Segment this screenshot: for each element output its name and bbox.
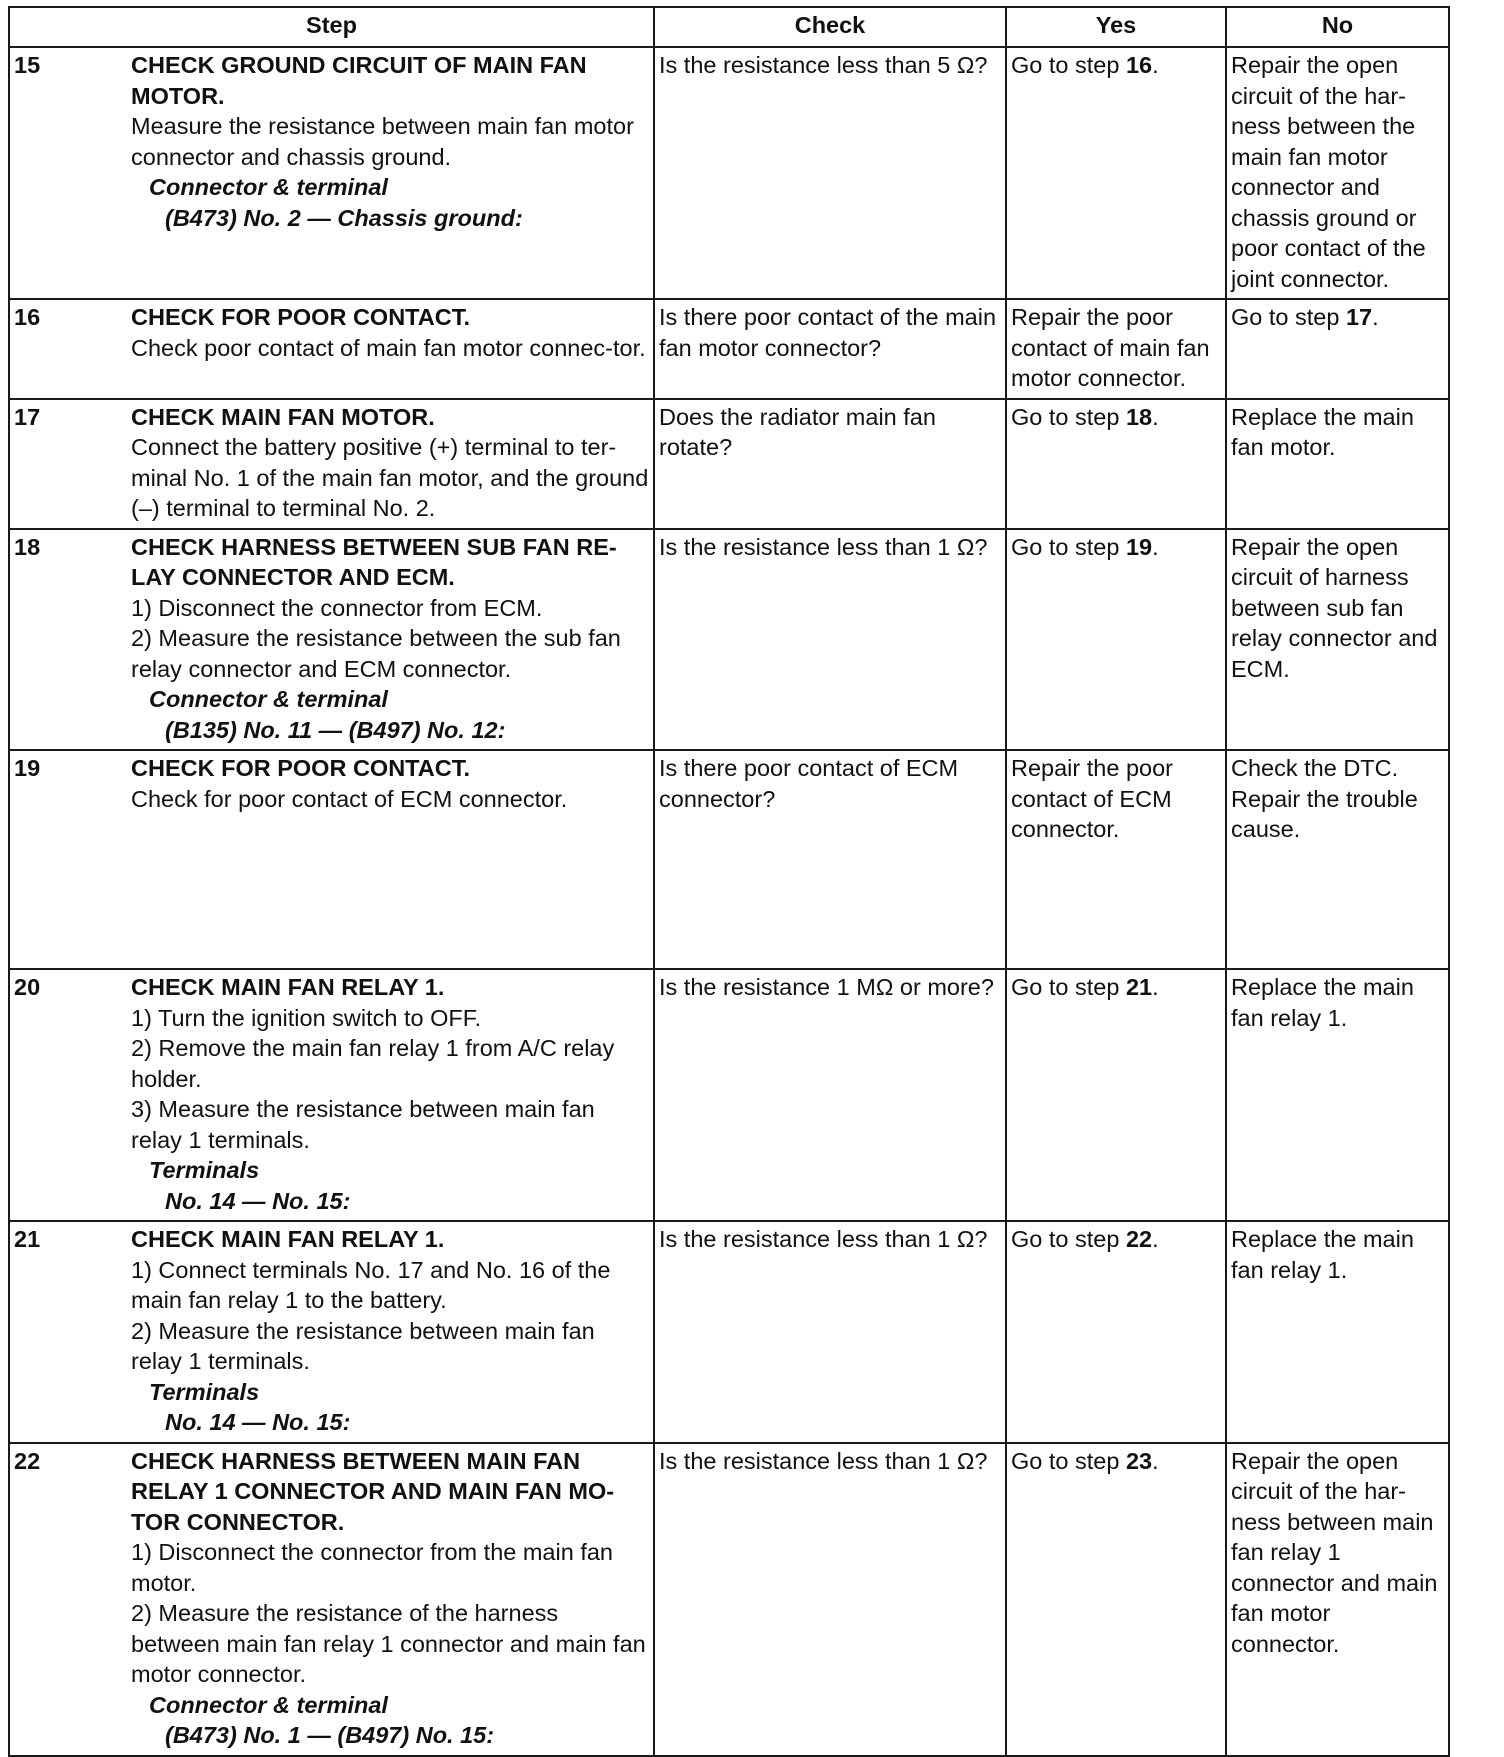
yes-step-ref: 16 [1125,52,1153,78]
step-title: CHECK FOR POOR CONTACT. [131,755,471,781]
yes-prefix: Go to step [1011,533,1126,560]
step-desc: Check poor contact of main fan motor connec-tor. [131,334,646,361]
yes-suffix: . [1152,533,1159,560]
step-item: 3) Measure the resistance between main fan relay 1 terminals. [131,1096,595,1153]
yes-step-ref: 19 [1125,533,1153,560]
step-title: CHECK MAIN FAN MOTOR. [131,403,435,430]
yes-prefix: Go to step [1011,974,1126,1000]
yes-prefix: Go to step [1011,403,1126,430]
terminals-label: Terminals [149,1378,260,1405]
step-cell [127,1443,654,1756]
step-cell [127,299,654,399]
yes-prefix: Go to step [1011,1226,1126,1252]
yes-step-ref: 22 [1125,1226,1153,1252]
step-number: 21 [9,1221,127,1443]
step-number: 18 [9,529,127,751]
step-number: 15 [9,47,127,299]
check-cell: Is the resistance less than 1 Ω? [654,1221,1006,1443]
step-title: CHECK GROUND CIRCUIT OF MAIN FAN MOTOR. [131,52,587,109]
no-cell [1226,299,1449,399]
step-item: 1) Disconnect the connector from the main fan motor. [131,1539,613,1596]
step-number: 22 [9,1443,127,1756]
step-item: 2) Measure the resistance between the sub fan relay connector and ECM connector. [131,625,621,682]
step-item: 1) Connect terminals No. 17 and No. 16 of the main fan relay 1 to the battery. [131,1256,611,1313]
yes-cell [1006,1221,1226,1443]
step-desc: Connect the battery positive (+) terminal to ter-minal No. 1 of the main fan motor, and the ground (–) terminal to terminal No. 2. [131,434,649,521]
no-cell: Repair the open circuit of harness between sub fan relay connector and ECM. [1226,529,1449,751]
yes-prefix: Go to step [1011,52,1126,78]
check-cell: Is the resistance 1 MΩ or more? [654,969,1006,1221]
check-cell: Is the resistance less than 1 Ω? [654,529,1006,751]
header-row [9,7,1449,47]
step-title: CHECK HARNESS BETWEEN SUB FAN RE-LAY CONNECTOR AND ECM. [131,533,617,590]
connector-label: Connector & terminal [149,174,388,200]
yes-cell [1006,399,1226,529]
no-step-ref: 17 [1345,304,1373,330]
step-number: 17 [9,399,127,529]
no-cell: Replace the main fan motor. [1226,399,1449,529]
yes-suffix: . [1152,1226,1159,1252]
step-item: 1) Disconnect the connector from ECM. [131,594,543,621]
yes-cell: Repair the poor contact of ECM connector. [1006,750,1226,969]
no-cell: Check the DTC. Repair the trouble cause. [1226,750,1449,969]
yes-suffix: . [1152,403,1159,430]
connector-value: (B473) No. 2 — Chassis ground: [165,204,523,231]
yes-suffix: . [1152,974,1159,1000]
connector-value: (B135) No. 11 — (B497) No. 12: [165,716,506,743]
step-cell [127,969,654,1221]
step-cell [127,47,654,299]
yes-suffix: . [1152,1447,1159,1474]
check-header: Check [654,7,1006,47]
step-number: 16 [9,299,127,399]
yes-step-ref: 23 [1125,1447,1153,1474]
step-title: CHECK HARNESS BETWEEN MAIN FAN RELAY 1 CONNECTOR AND MAIN FAN MO-TOR CONNECTOR. [131,1447,615,1535]
terminals-value: No. 14 — No. 15: [165,1187,351,1214]
check-cell: Is the resistance less than 1 Ω? [654,1443,1006,1756]
yes-cell [1006,529,1226,751]
yes-prefix: Go to step [1011,1447,1126,1474]
no-suffix: . [1372,304,1379,330]
no-prefix: Go to step [1231,304,1346,330]
connector-label: Connector & terminal [149,686,388,712]
no-header: No [1226,7,1449,47]
yes-cell [1006,47,1226,299]
step-item: 2) Measure the resistance between main fan relay 1 terminals. [131,1317,595,1374]
step-cell [127,399,654,529]
yes-header: Yes [1006,7,1226,47]
no-cell: Repair the open circuit of the har-ness between the main fan motor connector and chassis ground or poor contact of the joint connector. [1226,47,1449,299]
table-row [9,529,1449,751]
step-title: CHECK MAIN FAN RELAY 1. [131,974,445,1000]
step-desc: Check for poor contact of ECM connector. [131,785,568,812]
table-row [9,969,1449,1221]
table-row [9,1443,1449,1756]
table-row [9,750,1449,969]
table-row [9,1221,1449,1443]
step-cell [127,750,654,969]
table-row [9,299,1449,399]
no-cell: Replace the main fan relay 1. [1226,1221,1449,1443]
terminals-value: No. 14 — No. 15: [165,1409,351,1435]
step-title: CHECK MAIN FAN RELAY 1. [131,1226,445,1252]
step-item: 2) Remove the main fan relay 1 from A/C relay holder. [131,1035,615,1092]
step-item: 1) Turn the ignition switch to OFF. [131,1004,482,1031]
table-row [9,399,1449,529]
no-cell: Replace the main fan relay 1. [1226,969,1449,1221]
terminals-label: Terminals [149,1157,260,1183]
yes-cell [1006,1443,1226,1756]
step-cell [127,529,654,751]
connector-value: (B473) No. 1 — (B497) No. 15: [165,1722,495,1748]
check-cell: Is there poor contact of the main fan motor connector? [654,299,1006,399]
step-number: 19 [9,750,127,969]
step-desc: Measure the resistance between main fan motor connector and chassis ground. [131,113,634,170]
connector-label: Connector & terminal [149,1691,388,1718]
step-title: CHECK FOR POOR CONTACT. [131,304,471,330]
no-cell: Repair the open circuit of the har-ness between main fan relay 1 connector and main fan motor connector. [1226,1443,1449,1756]
step-number: 20 [9,969,127,1221]
yes-step-ref: 21 [1125,974,1153,1000]
diagnostic-table [8,6,1450,1757]
step-cell [127,1221,654,1443]
table-row [9,47,1449,299]
check-cell: Is the resistance less than 5 Ω? [654,47,1006,299]
step-item: 2) Measure the resistance of the harness between main fan relay 1 connector and main fan motor connector. [131,1600,646,1687]
yes-suffix: . [1152,52,1159,78]
yes-cell: Repair the poor contact of main fan motor connector. [1006,299,1226,399]
step-header: Step [9,7,654,47]
yes-cell [1006,969,1226,1221]
yes-step-ref: 18 [1125,403,1153,430]
check-cell: Does the radiator main fan rotate? [654,399,1006,529]
check-cell: Is there poor contact of ECM connector? [654,750,1006,969]
